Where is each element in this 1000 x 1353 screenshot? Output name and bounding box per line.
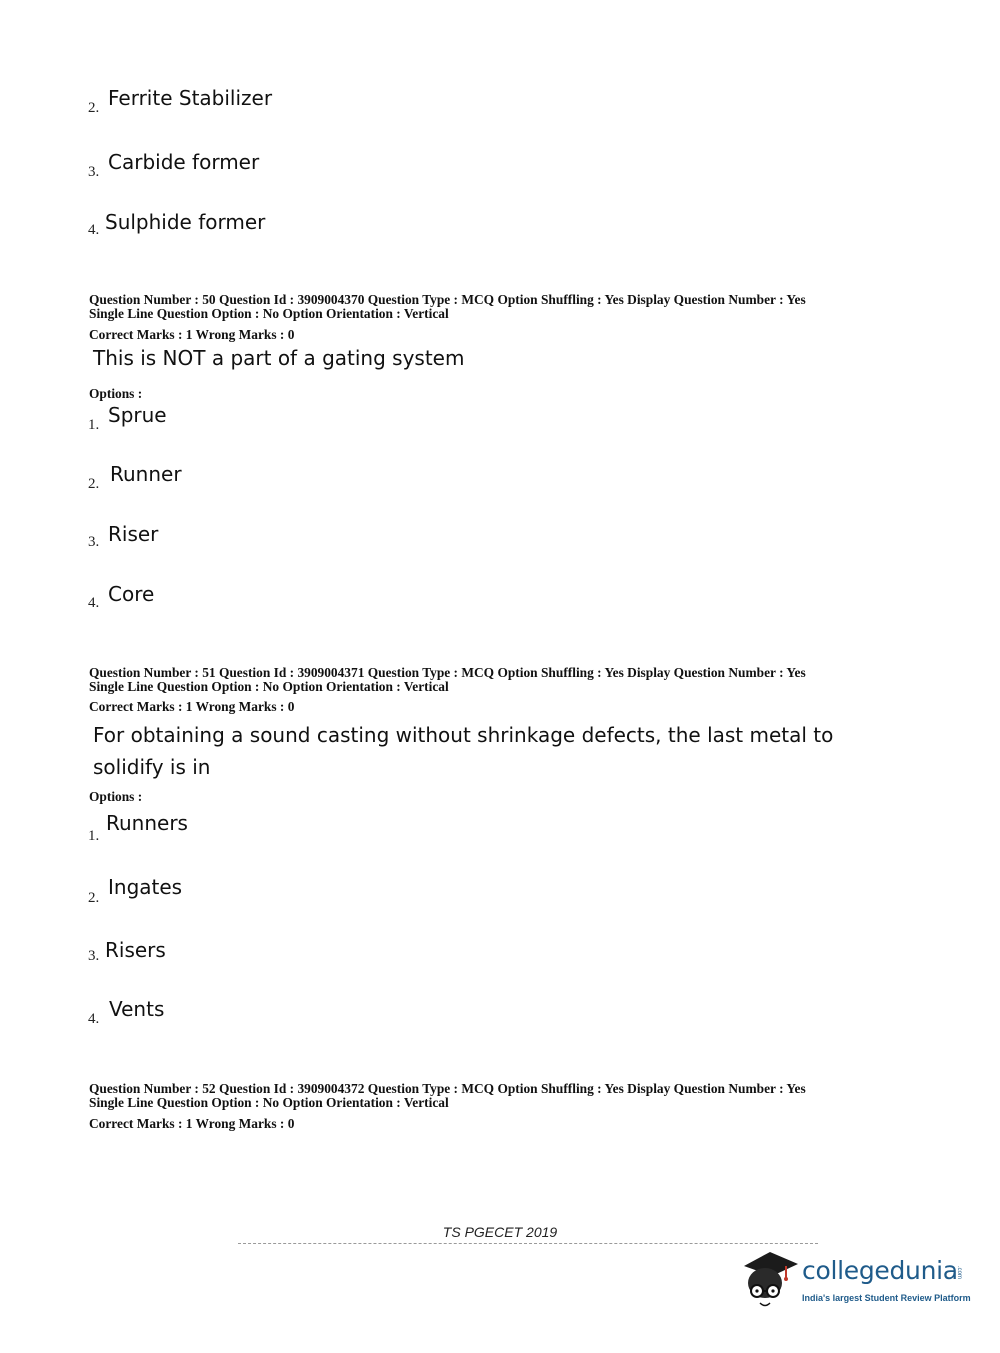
q52-meta-line1: Question Number : 52 Question Id : 3909004372 Question Type : MCQ Option Shuffling : Yes Display Question Number : Yes <box>89 1081 806 1096</box>
q51-question-line2: solidify is in <box>93 755 211 779</box>
option-number: 2. <box>88 476 100 492</box>
option-text: Carbide former <box>108 150 260 174</box>
q51-options-label: Options : <box>89 789 143 804</box>
q52-marks: Correct Marks : 1 Wrong Marks : 0 <box>89 1116 295 1131</box>
q50-marks: Correct Marks : 1 Wrong Marks : 0 <box>89 327 295 342</box>
q50-meta-line2: Single Line Question Option : No Option Orientation : Vertical <box>89 306 449 321</box>
q50-meta-line1: Question Number : 50 Question Id : 3909004370 Question Type : MCQ Option Shuffling : Yes Display Question Number : Yes <box>89 292 806 307</box>
option-number: 1. <box>88 828 100 844</box>
option-number: 2. <box>88 890 100 906</box>
option-text: Riser <box>108 522 159 546</box>
option-text: Risers <box>105 938 166 962</box>
option-text: Sprue <box>108 403 167 427</box>
option-text: Ingates <box>108 875 183 899</box>
q51-marks: Correct Marks : 1 Wrong Marks : 0 <box>89 699 295 714</box>
q51-question-line1: For obtaining a sound casting without shrinkage defects, the last metal to <box>93 723 834 747</box>
option-number: 4. <box>88 1011 100 1027</box>
graduation-cap-mascot-icon <box>740 1248 800 1310</box>
option-text: Vents <box>109 997 165 1021</box>
option-number: 3. <box>88 948 100 964</box>
footer-exam-name: TS PGECET 2019 <box>442 1224 558 1240</box>
option-text: Core <box>108 582 155 606</box>
q51-meta-line1: Question Number : 51 Question Id : 3909004371 Question Type : MCQ Option Shuffling : Yes Display Question Number : Yes <box>89 665 806 680</box>
logo-domain-suffix: .com <box>956 1266 962 1280</box>
option-text: Sulphide former <box>105 210 266 234</box>
option-number: 2. <box>88 100 100 116</box>
q50-question-text: This is NOT a part of a gating system <box>93 346 465 370</box>
option-text: Runners <box>106 811 188 835</box>
q50-options-label: Options : <box>89 386 143 401</box>
option-text: Runner <box>110 462 182 486</box>
option-number: 3. <box>88 534 100 550</box>
q52-meta-line2: Single Line Question Option : No Option Orientation : Vertical <box>89 1095 449 1110</box>
option-number: 4. <box>88 222 100 238</box>
option-number: 4. <box>88 595 100 611</box>
option-text: Ferrite Stabilizer <box>108 86 273 110</box>
option-number: 1. <box>88 417 100 433</box>
footer-divider <box>238 1243 818 1246</box>
logo-wordmark: collegedunia <box>802 1256 958 1285</box>
collegedunia-logo <box>740 1248 970 1310</box>
option-number: 3. <box>88 164 100 180</box>
q51-meta-line2: Single Line Question Option : No Option Orientation : Vertical <box>89 679 449 694</box>
logo-tagline: India's largest Student Review Platform <box>802 1293 971 1303</box>
